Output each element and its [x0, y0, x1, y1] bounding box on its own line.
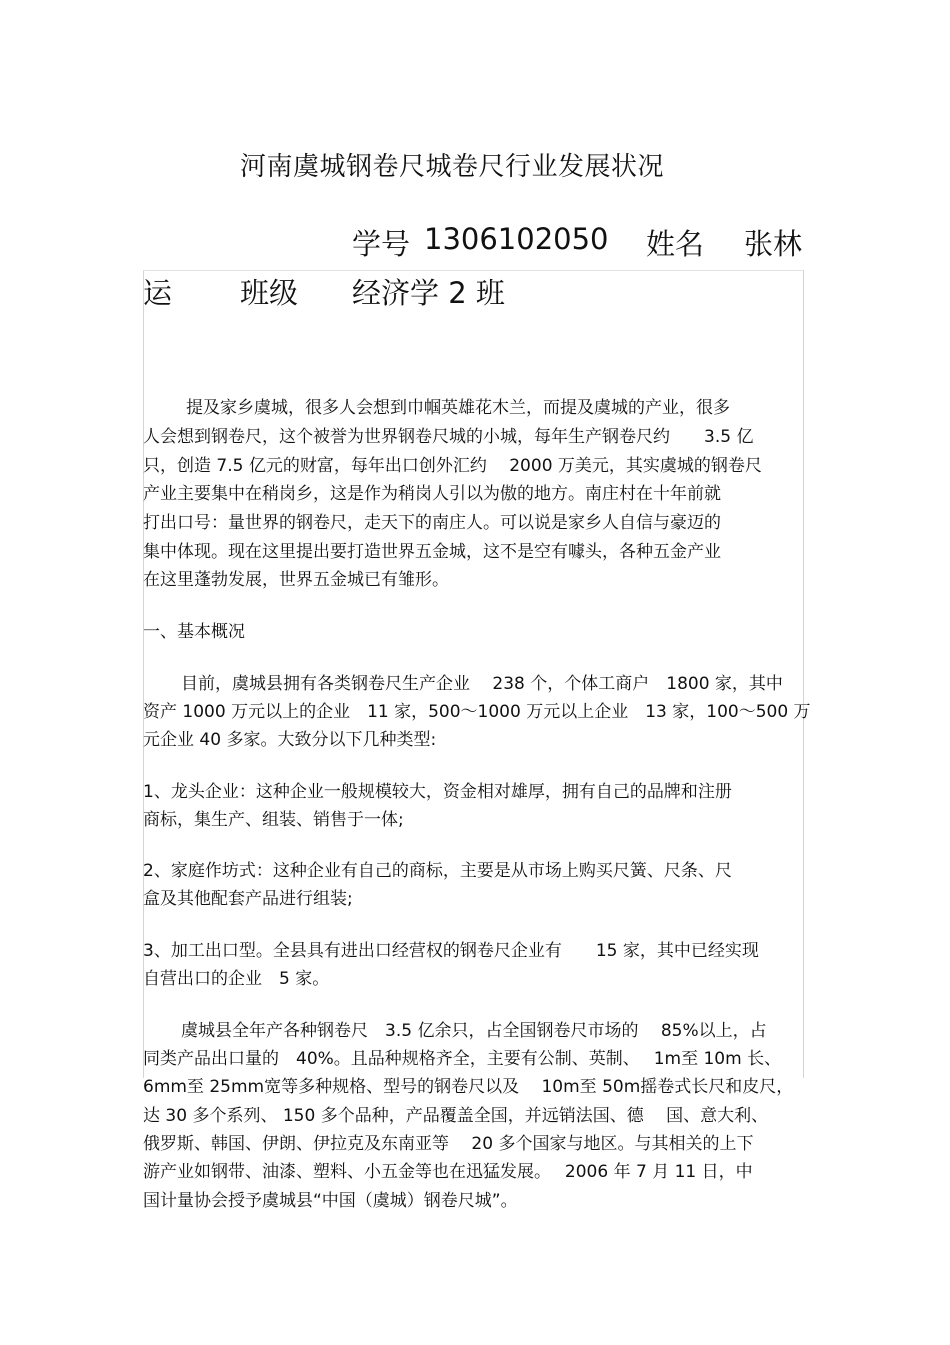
body-line: 集中体现。现在这里提出要打造世界五金城，这不是空有噱头，各种五金产业 — [143, 542, 721, 562]
body-line: 游产业如钢带、油漆、塑料、小五金等也在迅猛发展。 2006 年 7 月 11 日，中 — [143, 1162, 753, 1182]
name-label: 姓名 — [646, 227, 705, 261]
name-value-part2: 运 — [143, 276, 173, 310]
list-item: 3、加工出口型。全县具有进出口经营权的钢卷尺企业有 15 家，其中已经实现 — [143, 941, 759, 961]
body-line: 只，创造 7.5 亿元的财富，每年出口创外汇约 2000 万美元，其实虞城的钢卷尺 — [143, 456, 762, 476]
class-label: 班级 — [240, 276, 299, 310]
body-line: 产业主要集中在稍岗乡，这是作为稍岗人引以为傲的地方。南庄村在十年前就 — [143, 484, 721, 504]
body-line: 同类产品出口量的 40%。且品种规格齐全，主要有公制、英制、 1m至 10m 长、 — [143, 1049, 782, 1069]
body-line: 国计量协会授予虞城县“中国（虞城）钢卷尺城”。 — [143, 1191, 518, 1211]
list-item: 2、家庭作坊式：这种企业有自己的商标，主要是从市场上购买尺簧、尺条、尺 — [143, 861, 732, 881]
list-item-continued: 自营出口的企业 5 家。 — [143, 969, 330, 989]
list-item-continued: 商标，集生产、组装、销售于一体; — [143, 810, 404, 830]
name-value-part1: 张林 — [744, 227, 803, 261]
body-line: 资产 1000 万元以上的企业 11 家，500～1000 万元以上企业 13 家，100～500 万 — [143, 702, 811, 722]
body-line: 在这里蓬勃发展，世界五金城已有雏形。 — [143, 570, 449, 590]
document-title: 河南虞城钢卷尺城卷尺行业发展状况 — [240, 152, 665, 182]
class-value: 经济学 2 班 — [352, 276, 505, 310]
body-line: 达 30 多个系列、 150 多个品种，产品覆盖全国，并远销法国、德 国、意大利、 — [143, 1106, 769, 1126]
student-id-value: 1306102050 — [424, 222, 609, 256]
section-heading: 一、基本概况 — [143, 622, 245, 642]
body-line: 目前，虞城县拥有各类钢卷尺生产企业 238 个，个体工商户 1800 家，其中 — [181, 674, 783, 694]
body-line: 俄罗斯、韩国、伊朗、伊拉克及东南亚等 20 多个国家与地区。与其相关的上下 — [143, 1134, 754, 1154]
body-line: 6mm至 25mm宽等多种规格、型号的钢卷尺以及 10m至 50m摇卷式长尺和皮尺， — [143, 1077, 794, 1097]
body-line: 人会想到钢卷尺，这个被誉为世界钢卷尺城的小城，每年生产钢卷尺约 3.5 亿 — [143, 427, 754, 447]
student-id-label: 学号 — [352, 227, 411, 261]
list-item-continued: 盒及其他配套产品进行组装; — [143, 889, 353, 909]
body-line: 虞城县全年产各种钢卷尺 3.5 亿余只，占全国钢卷尺市场的 85%以上，占 — [181, 1021, 767, 1041]
body-line: 提及家乡虞城，很多人会想到巾帼英雄花木兰，而提及虞城的产业，很多 — [186, 398, 730, 418]
body-line: 打出口号：量世界的钢卷尺，走天下的南庄人。可以说是家乡人自信与豪迈的 — [143, 513, 721, 533]
body-line: 元企业 40 多家。大致分以下几种类型: — [143, 730, 437, 750]
list-item: 1、龙头企业：这种企业一般规模较大，资金相对雄厚，拥有自己的品牌和注册 — [143, 782, 732, 802]
